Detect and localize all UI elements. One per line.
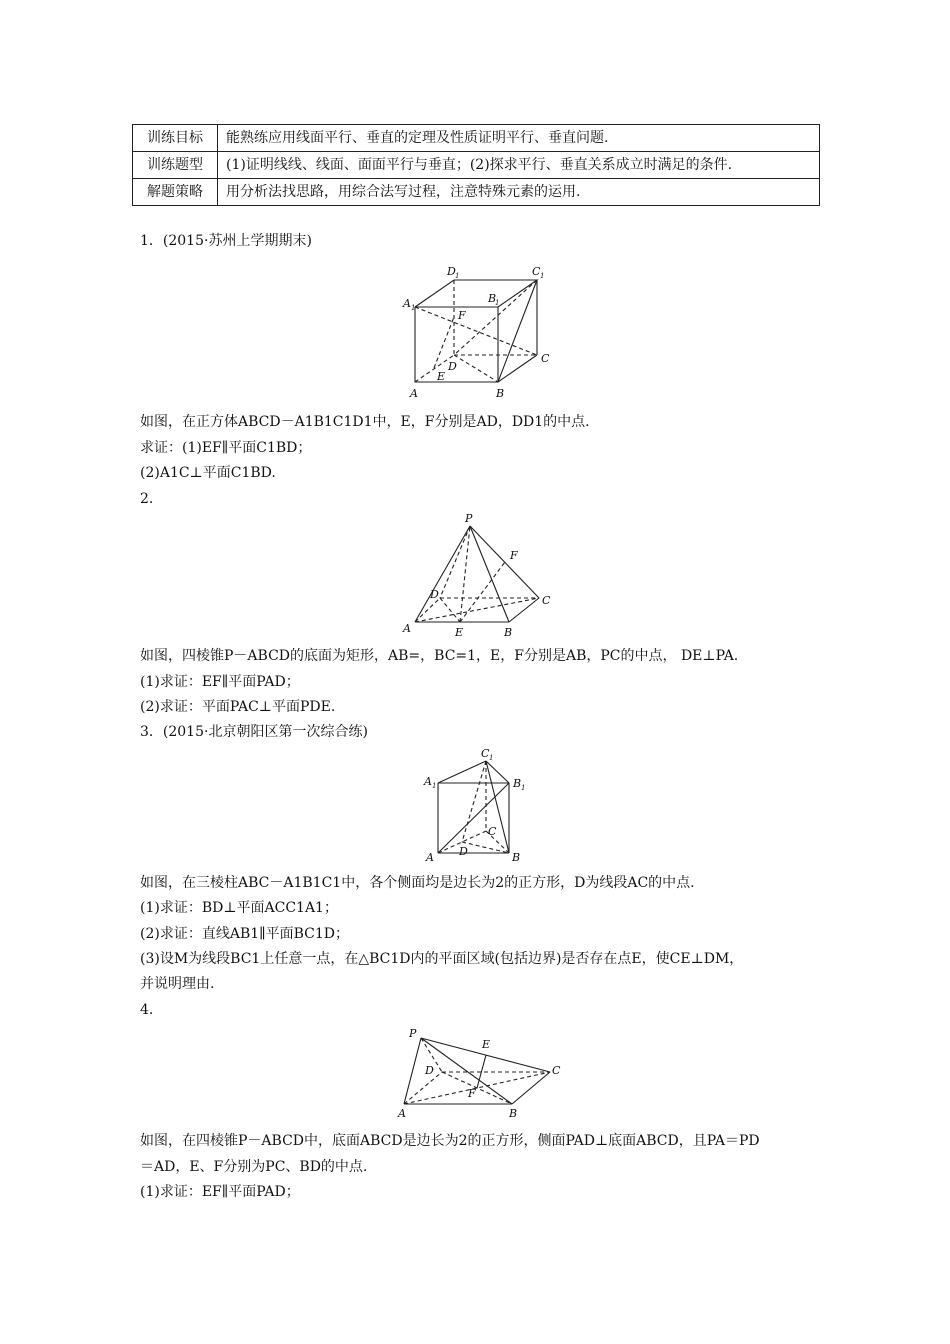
q2-heading: 2. — [140, 491, 154, 507]
q3-heading: 3．(2015·北京朝阳区第一次综合练) — [140, 724, 368, 740]
label-P: P — [409, 1027, 417, 1040]
q3-description: 如图，在三棱柱ABC－A1B1C1中，各个侧面均是边长为2的正方形，D为线段AC的中点. — [140, 875, 695, 891]
q2-pyramid-figure — [398, 512, 558, 642]
svg-text:1: 1 — [521, 784, 526, 792]
svg-text:1: 1 — [489, 754, 494, 762]
label-C1: C — [532, 265, 541, 278]
label-B: B — [504, 626, 513, 639]
svg-text:1: 1 — [495, 299, 500, 307]
svg-text:1: 1 — [411, 304, 416, 312]
label-A1: A — [424, 775, 432, 788]
q3-part3-cont: 并说明理由. — [140, 976, 215, 992]
q4-part1: (1)求证：EF∥平面PAD； — [140, 1184, 300, 1200]
label-F: F — [468, 1087, 476, 1100]
label-C: C — [552, 1064, 561, 1077]
q4-pyramid-figure — [393, 1024, 568, 1119]
label-B: B — [509, 1107, 518, 1120]
label-A: A — [426, 851, 434, 864]
q4-description: 如图，在四棱锥P－ABCD中，底面ABCD是边长为2的正方形，侧面PAD⊥底面ABCD，且PA＝PD — [140, 1133, 760, 1149]
label-D: D — [459, 845, 468, 858]
q1-description: 如图，在正方体ABCD－A1B1C1D1中，E，F分别是AD，DD1的中点. — [140, 414, 590, 430]
q1-heading: 1．(2015·苏州上学期期末) — [140, 233, 312, 249]
label-B1: B — [488, 292, 497, 305]
table-key: 训练目标 — [133, 125, 218, 152]
label-A: A — [403, 622, 411, 635]
label-E: E — [455, 626, 464, 639]
label-A: A — [410, 387, 418, 400]
training-goals-table — [132, 124, 820, 206]
q1-part2: (2)A1C⊥平面C1BD. — [140, 465, 276, 481]
label-B: B — [512, 851, 521, 864]
label-F: F — [510, 549, 518, 562]
label-A: A — [398, 1107, 406, 1120]
q2-description: 如图，四棱锥P－ABCD的底面为矩形，AB=，BC=1，E，F分别是AB，PC的中点， DE⊥PA. — [140, 648, 739, 664]
q1-cube-figure — [398, 262, 558, 407]
q3-part3: (3)设M为线段BC1上任意一点，在△BC1D内的平面区域(包括边界)是否存在点E，使CE⊥DM， — [140, 951, 744, 967]
q2-part1: (1)求证：EF∥平面PAD； — [140, 674, 300, 690]
label-C: C — [541, 352, 550, 365]
label-E: E — [482, 1038, 491, 1051]
q2-part2: (2)求证：平面PAC⊥平面PDE. — [140, 699, 336, 715]
label-A1: A — [403, 297, 411, 310]
svg-text:1: 1 — [432, 782, 437, 790]
table-value: (1)证明线线、线面、面面平行与垂直；(2)探求平行、垂直关系成立时满足的条件. — [218, 152, 820, 179]
q3-prism-figure — [418, 745, 548, 870]
q4-description-cont: ＝AD，E、F分别为PC、BD的中点. — [140, 1159, 368, 1175]
table-key: 训练题型 — [133, 152, 218, 179]
label-F: F — [458, 309, 466, 322]
q3-part2: (2)求证：直线AB1∥平面BC1D； — [140, 926, 349, 942]
label-E: E — [437, 370, 446, 383]
svg-text:1: 1 — [455, 272, 460, 280]
label-C: C — [488, 825, 497, 838]
label-B: B — [496, 387, 505, 400]
label-D: D — [448, 360, 457, 373]
label-D: D — [425, 1064, 434, 1077]
label-D1: D — [447, 265, 456, 278]
label-C1: C — [481, 747, 490, 760]
label-D: D — [430, 588, 439, 601]
table-row — [133, 152, 820, 179]
table-key: 解题策略 — [133, 179, 218, 206]
q3-part1: (1)求证：BD⊥平面ACC1A1； — [140, 900, 338, 916]
label-C: C — [542, 594, 551, 607]
table-row — [133, 125, 820, 152]
table-value: 能熟练应用线面平行、垂直的定理及性质证明平行、垂直问题. — [218, 125, 820, 152]
table-value: 用分析法找思路，用综合法写过程，注意特殊元素的运用. — [218, 179, 820, 206]
label-B1: B — [513, 777, 522, 790]
label-P: P — [465, 512, 473, 525]
svg-text:1: 1 — [540, 272, 545, 280]
q1-part1: 求证：(1)EF∥平面C1BD； — [140, 440, 312, 456]
q4-heading: 4. — [140, 1002, 154, 1018]
table-row — [133, 179, 820, 206]
